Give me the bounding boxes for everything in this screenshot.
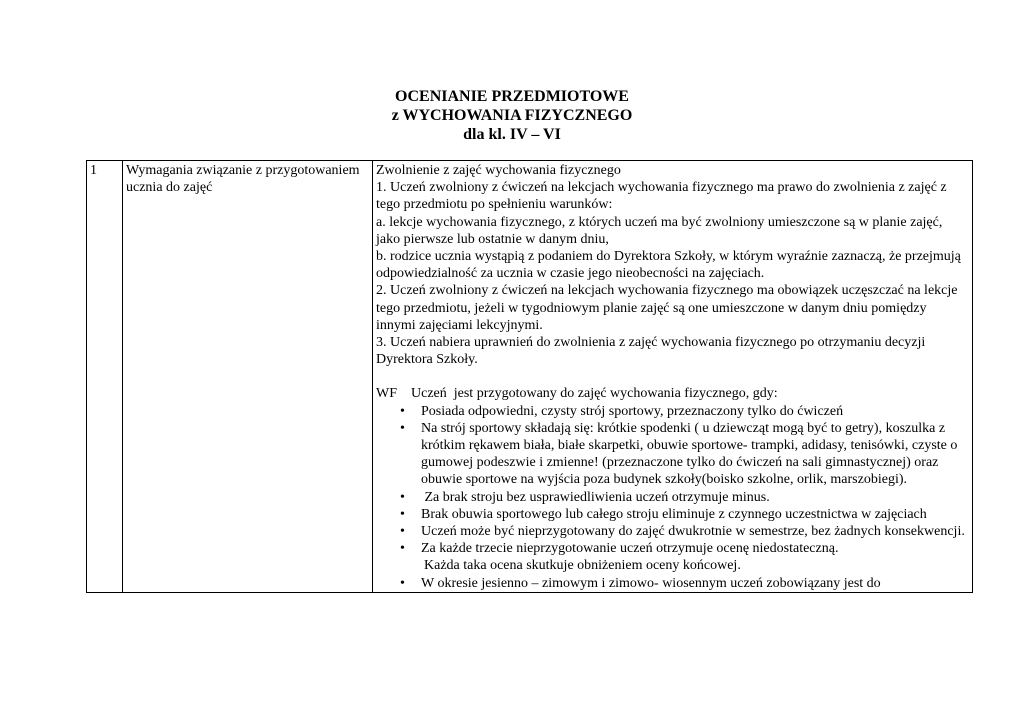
requirement-cell	[123, 161, 373, 593]
bullet-icon: •	[400, 524, 405, 540]
paragraph-2: 2. Uczeń zwolniony z ćwiczeń na lekcjach wychowania fizycznego ma obowiązek uczęszczać na lekcje tego przedmiotu, jeżeli w tygodniowym planie zajęć są one umieszczone w danym dniu pomiędzy innymi zajęciami lekcyjnymi.	[376, 283, 958, 333]
list-item-text: Posiada odpowiedni, czysty strój sportowy, przeznaczony tylko do ćwiczeń	[421, 403, 844, 419]
list-item-text: Na strój sportowy składają się: krótkie spodenki ( u dziewcząt mogą być to getry), koszulka z krótkim rękawem biała, białe skarpetki, obuwie sportowe- trampki, adidasy, tenisówki, czyste o gumowej podeszwie i zmienne! (przeznaczone tylko do ćwiczeń na sali gimnastycznej) oraz obuwie sportowe na wyjścia poza budynek szkoły(boisko szkolne, orlik, marszobiegi).	[421, 420, 958, 488]
bullet-icon: •	[400, 489, 405, 505]
row-number-cell	[87, 161, 123, 593]
list-item	[400, 540, 969, 574]
list-item	[400, 575, 969, 592]
list-item-continuation: Każda taka ocena skutkuje obniżeniem oceny końcowej.	[424, 558, 741, 574]
paragraph-1b: b. rodzice ucznia wystąpią z podaniem do Dyrektora Szkoły, w którym wyraźnie zaznaczą, że przejmują odpowiedzialność za ucznia w czasie jego nieobecności na zajęciach.	[376, 249, 961, 282]
list-item-text: Uczeń może być nieprzygotowany do zajęć dwukrotnie w semestrze, bez żadnych konsekwencji.	[421, 524, 965, 540]
list-item-text: Za brak stroju bez usprawiedliwienia uczeń otrzymuje minus.	[421, 489, 770, 505]
content-cell	[373, 161, 973, 593]
title-line-1: OCENIANIE PRZEDMIOTOWE	[395, 88, 629, 105]
list-item	[400, 489, 969, 506]
wf-intro: WF Uczeń jest przygotowany do zajęć wychowania fizycznego, gdy:	[376, 386, 778, 402]
title-line-3: dla kl. IV – VI	[463, 126, 561, 143]
list-item	[400, 420, 969, 489]
bullet-icon: •	[400, 506, 405, 522]
paragraph-3: 3. Uczeń nabiera uprawnień do zwolnienia z zajęć wychowania fizycznego po otrzymaniu decyzji Dyrektora Szkoły.	[376, 335, 926, 368]
requirements-list	[376, 403, 969, 592]
row-number: 1	[90, 163, 97, 178]
requirement-text: Wymagania związanie z przygotowaniem ucznia do zajęć	[126, 163, 360, 196]
title-line-2: z WYCHOWANIA FIZYCZNEGO	[391, 107, 633, 124]
list-item-text: Za każde trzecie nieprzygotowanie uczeń otrzymuje ocenę niedostateczną.	[421, 541, 839, 557]
section-heading: Zwolnienie z zajęć wychowania fizycznego	[376, 163, 621, 178]
document-title	[0, 87, 1024, 144]
bullet-icon: •	[400, 575, 405, 591]
list-item	[400, 403, 969, 420]
bullet-icon: •	[400, 420, 405, 436]
bullet-icon: •	[400, 541, 405, 557]
paragraph-1a: a. lekcje wychowania fizycznego, z których uczeń ma być zwolniony umieszczone są w planie zajęć, jako pierwsze lub ostatnie w danym dniu,	[376, 214, 943, 247]
assessment-table	[86, 160, 973, 593]
table-row	[87, 161, 973, 593]
spacer	[376, 368, 969, 385]
list-item	[400, 523, 969, 540]
bullet-icon: •	[400, 403, 405, 419]
list-item-text: Brak obuwia sportowego lub całego stroju eliminuje z czynnego uczestnictwa w zajęciach	[421, 506, 927, 522]
list-item	[400, 506, 969, 523]
paragraph-1: 1. Uczeń zwolniony z ćwiczeń na lekcjach wychowania fizycznego ma prawo do zwolnienia z zajęć z tego przedmiotu po spełnieniu warunków:	[376, 180, 947, 213]
list-item-text: W okresie jesienno – zimowym i zimowo- wiosennym uczeń zobowiązany jest do	[421, 575, 881, 591]
